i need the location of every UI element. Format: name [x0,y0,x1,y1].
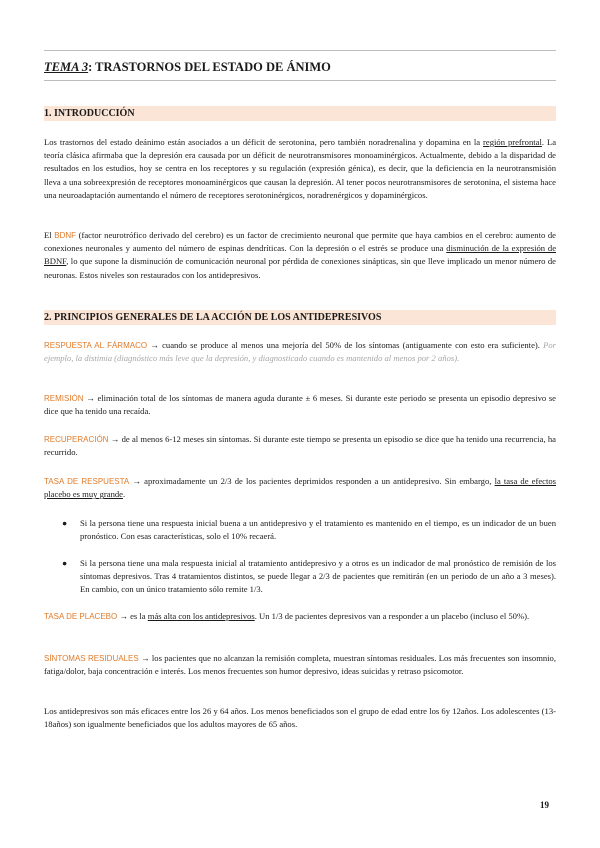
paragraph-remision: REMISIÓN → eliminación total de los síntomas de manera aguda durante ± 6 meses. Si durante este periodo se presenta un episodio depresivo se dice que ha tenido una recaída. [44,393,556,417]
paragraph-sintomas-residuales: SÍNTOMAS RESIDUALES → los pacientes que no alcanzan la remisión completa, muestran síntomas residuales. Los más frecuentes son insomnio, fatiga/dolor, baja concentración e interés. Los menos frecuentes son humor depresivo, ideas suicidas y retraso psicomotor. [44,653,557,677]
section-heading-introduccion: 1. INTRODUCCIÓN [44,106,556,121]
keyword-recuperacion: RECUPERACIÓN [44,435,109,444]
paragraph-recuperacion: RECUPERACIÓN → de al menos 6-12 meses sin síntomas. Si durante este tiempo se presenta un episodio se dice que ha tenido una recurrencia, ha recurrido. [44,434,556,458]
keyword-bdnf: BDNF [54,231,77,240]
title-tema: TEMA 3 [44,60,89,74]
title-rule [44,80,556,81]
section-heading-principios: 2. PRINCIPIOS GENERALES DE LA ACCIÓN DE LOS ANTIDEPRESIVOS [44,310,556,325]
paragraph-respuesta-farmaco: RESPUESTA AL FÁRMACO → cuando se produce al menos una mejoría del 50% de los síntomas (antiguamente con esto era suficiente). Por ejemplo, la distimia (diagnóstico más leve que la depresión, y diagnosticado cuando es mantenido al menos por 2 años). [44,340,557,364]
paragraph-introduccion: Los trastornos del estado deánimo están asociados a un déficit de serotonina, pero también noradrenalina y dopamina en la región prefrontal. La teoría clásica afirmaba que la depresión era causada por un déficit de neurotransmisores monoaminérgicos. Actualmente, debido a la disparidad de resultados en los estudios, hoy se centra en los receptores y su regulación (expresión génica), es decir, que la deficiencia en la neurotransmisión lleva a una sobreexpresión de receptores monoaminérgicos que causan la depresión. Al tener pocos neurotransmisores de serotonina, el sistema hace una neuroadaptación aumentando el número de receptores serotoninérgicos, noradrenérgicos y dopaminérgicos. [44,137,557,200]
page-number: 19 [540,800,549,810]
page-title [44,60,331,75]
keyword-tasa-placebo: TASA DE PLACEBO [44,612,118,621]
keyword-tasa-respuesta: TASA DE RESPUESTA [44,477,130,486]
keyword-respuesta-farmaco: RESPUESTA AL FÁRMACO [44,341,148,350]
region-prefrontal-link: región prefrontal [483,137,542,147]
bullet-icon: ● [62,558,68,568]
keyword-remision: REMISIÓN [44,394,84,403]
hint-text: Por ejemplo, la distimia (diagnóstico más leve que la depresión, y diagnosticado cuando es mantenido al menos por 2 años). [44,340,557,364]
paragraph-tasa-placebo: TASA DE PLACEBO → es la más alta con los antidepresivos. Un 1/3 de pacientes depresivos van a responder a un placebo (incluso el 50%). [44,611,530,621]
bullet-icon: ● [62,518,68,528]
keyword-sintomas-residuales: SÍNTOMAS RESIDUALES [44,654,139,663]
top-rule [44,50,556,51]
paragraph-eficacia-edad: Los antidepresivos son más eficaces entre los 26 y 64 años. Los menos beneficiados son el grupo de edad entre los 6y 12años. Los adolescentes (13-18años) son igualmente beneficiados que los adultos mayores de 65 años. [44,706,556,730]
title-rest: : TRASTORNOS DEL ESTADO DE ÁNIMO [88,60,331,74]
paragraph-bdnf: El BDNF (factor neurotrófico derivado del cerebro) es un factor de crecimiento neuronal que permite que haya cambios en el cerebro: aumento de conexiones neuronales y aumento del número de espinas dendríticas. Con la depresión o el estrés se produce una disminución de la expresión de BDNF, lo que supone la disminución de comunicación neuronal por pérdida de conexiones sinápticas, sin que lleve implicado un menor número de neuronas. Estos niveles son restaurados con los antidepresivos. [44,230,557,280]
paragraph-tasa-respuesta: TASA DE RESPUESTA → aproximadamente un 2/3 de los pacientes deprimidos responden a un antidepresivo. Sin embargo, la tasa de efectos placebo es muy grande. [44,476,557,500]
